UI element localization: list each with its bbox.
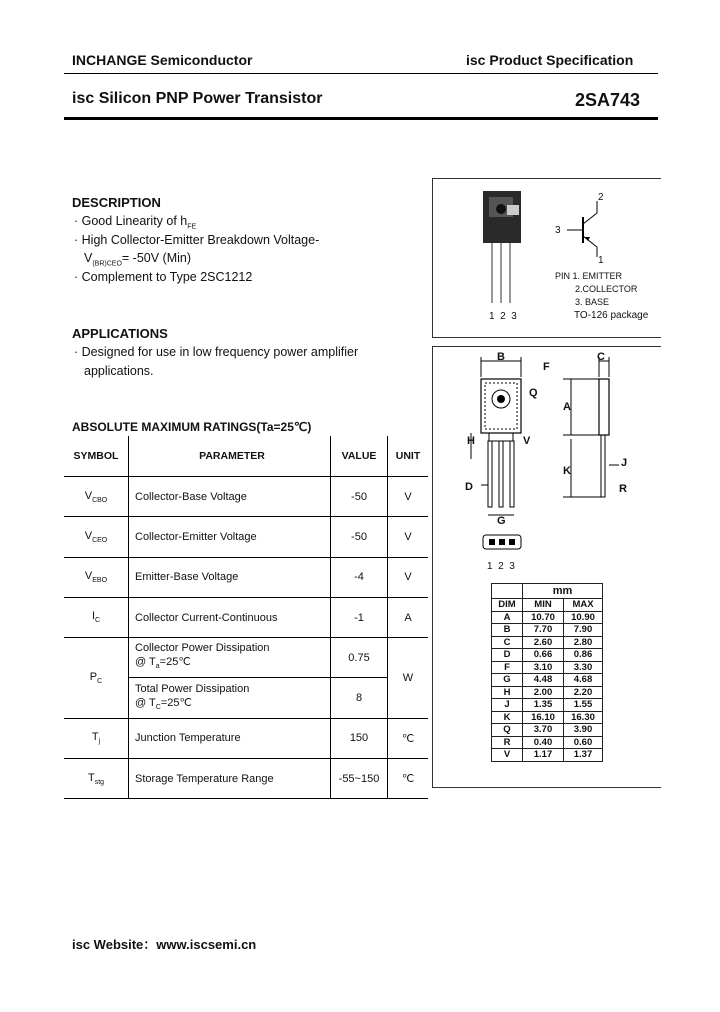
- dim-pin-numbers: 1 2 3: [487, 561, 515, 572]
- max-cell: 4.68: [564, 674, 603, 687]
- dim-table-row: [492, 661, 603, 674]
- table-row: [64, 477, 428, 517]
- table-row: [64, 597, 428, 637]
- parameter-cell: Collector Power Dissipation @ $T_a=25℃$: [129, 638, 331, 678]
- dim-table-row: [492, 686, 603, 699]
- min-cell: 0.66: [523, 649, 564, 662]
- symbol-cell: $V_{CBO}$: [64, 477, 129, 517]
- package-type-label: TO-126 package: [574, 310, 649, 321]
- col-symbol: SYMBOL: [64, 436, 129, 477]
- dim-table-row: [492, 736, 603, 749]
- parameter-cell: Collector Current-Continuous: [129, 597, 331, 637]
- symbol-cell: $V_{EBO}$: [64, 557, 129, 597]
- max-cell: 0.60: [564, 736, 603, 749]
- dim-table-row: [492, 699, 603, 712]
- dim-label-a: A: [563, 401, 571, 413]
- dim-table-row: [492, 724, 603, 737]
- parameter-cell: Collector-Base Voltage: [129, 477, 331, 517]
- description-bullet-3: $V_{(BR)CEO}= -50V$ (Min): [84, 251, 192, 268]
- dim-cell: D: [492, 649, 523, 662]
- unit-cell: V: [388, 517, 429, 557]
- symbol-pin-2: 2: [598, 192, 604, 203]
- dim-label-b: B: [497, 351, 505, 363]
- applications-bullet-2: applications.: [84, 364, 154, 378]
- table-header-row: [64, 436, 428, 477]
- max-cell: 10.90: [564, 611, 603, 624]
- table-row: [64, 638, 428, 678]
- dim-table-row: [492, 749, 603, 762]
- max-cell: 1.55: [564, 699, 603, 712]
- symbol-cell: $I_C$: [64, 597, 129, 637]
- min-cell: 10.70: [523, 611, 564, 624]
- dim-label-k: K: [563, 465, 571, 477]
- min-cell: 2.60: [523, 636, 564, 649]
- title-rule: [64, 117, 658, 120]
- min-cell: 7.70: [523, 624, 564, 637]
- dim-unit-header: mm: [523, 584, 603, 599]
- min-cell: 2.00: [523, 686, 564, 699]
- table-row: [64, 517, 428, 557]
- min-cell: 3.10: [523, 661, 564, 674]
- spec-label: isc Product Specification: [466, 52, 634, 68]
- min-col-header: MIN: [523, 599, 564, 612]
- unit-cell: ℃: [388, 718, 429, 758]
- dim-cell: R: [492, 736, 523, 749]
- dim-cell: G: [492, 674, 523, 687]
- symbol-pin-1: 1: [598, 255, 604, 266]
- dim-col-header: DIM: [492, 599, 523, 612]
- header-rule: [64, 73, 658, 74]
- dim-label-r: R: [619, 483, 627, 495]
- dim-cell: A: [492, 611, 523, 624]
- website-footer: isc Website：www.iscsemi.cn: [72, 937, 257, 952]
- description-bullet-2: · High Collector-Emitter Breakdown Voltage-: [74, 233, 320, 247]
- dim-label-f: F: [543, 361, 550, 373]
- unit-cell: ℃: [388, 759, 429, 799]
- symbol-pin-3: 3: [555, 225, 561, 236]
- unit-cell: W: [388, 638, 429, 719]
- min-cell: 0.40: [523, 736, 564, 749]
- dim-label-g: G: [497, 515, 506, 527]
- value-cell: -4: [331, 557, 388, 597]
- symbol-cell: $T_j$: [64, 718, 129, 758]
- ratings-table: [64, 436, 428, 786]
- description-heading: DESCRIPTION: [72, 195, 161, 210]
- description-bullet-4: · Complement to Type 2SC1212: [74, 270, 253, 284]
- description-bullet-1: · Good Linearity of $h_{FE}$: [74, 214, 197, 231]
- package-illustration-box: [432, 178, 661, 338]
- symbol-cell: $P_C$: [64, 638, 129, 719]
- unit-cell: V: [388, 557, 429, 597]
- min-cell: 1.35: [523, 699, 564, 712]
- col-parameter: PARAMETER: [129, 436, 331, 477]
- value-cell: -50: [331, 517, 388, 557]
- dim-cell: J: [492, 699, 523, 712]
- value-cell: -1: [331, 597, 388, 637]
- min-cell: 16.10: [523, 711, 564, 724]
- dim-table-corner: [492, 584, 523, 599]
- parameter-cell: Collector-Emitter Voltage: [129, 517, 331, 557]
- max-cell: 2.80: [564, 636, 603, 649]
- dim-label-v: V: [523, 435, 531, 447]
- parameter-cell: Junction Temperature: [129, 718, 331, 758]
- dim-cell: Q: [492, 724, 523, 737]
- dimension-table: [491, 583, 603, 762]
- dim-table-row: [492, 636, 603, 649]
- dim-label-j: J: [621, 457, 628, 469]
- applications-heading: APPLICATIONS: [72, 326, 168, 341]
- max-cell: 0.86: [564, 649, 603, 662]
- parameter-cell: Emitter-Base Voltage: [129, 557, 331, 597]
- dim-label-q: Q: [529, 387, 538, 399]
- dimensions-box: [432, 346, 661, 788]
- max-cell: 16.30: [564, 711, 603, 724]
- dim-label-h: H: [467, 435, 475, 447]
- parameter-cell: Storage Temperature Range: [129, 759, 331, 799]
- max-cell: 1.37: [564, 749, 603, 762]
- dim-cell: C: [492, 636, 523, 649]
- pin-3-label: 3. BASE: [575, 297, 610, 307]
- part-number: 2SA743: [575, 90, 641, 110]
- unit-cell: V: [388, 477, 429, 517]
- min-cell: 4.48: [523, 674, 564, 687]
- symbol-cell: $T_{stg}$: [64, 759, 129, 799]
- max-cell: 3.30: [564, 661, 603, 674]
- dim-label-c: C: [597, 351, 605, 363]
- unit-cell: A: [388, 597, 429, 637]
- table-row: [64, 759, 428, 799]
- pin-2-label: 2.COLLECTOR: [575, 284, 638, 294]
- dim-cell: V: [492, 749, 523, 762]
- table-row: [64, 718, 428, 758]
- value-cell: -50: [331, 477, 388, 517]
- value-cell: 8: [331, 678, 388, 718]
- pin-1-label: PIN 1. EMITTER: [555, 271, 623, 281]
- page-title: isc Silicon PNP Power Transistor: [72, 90, 323, 107]
- company-name: INCHANGE Semiconductor: [72, 52, 253, 68]
- dim-table-row: [492, 624, 603, 637]
- max-col-header: MAX: [564, 599, 603, 612]
- min-cell: 3.70: [523, 724, 564, 737]
- dim-label-d: D: [465, 481, 473, 493]
- dim-cell: B: [492, 624, 523, 637]
- dim-table-row: [492, 674, 603, 687]
- dim-table-row: [492, 649, 603, 662]
- ratings-heading: ABSOLUTE MAXIMUM RATINGS(Ta=25℃): [72, 420, 312, 434]
- value-cell: 0.75: [331, 638, 388, 678]
- parameter-cell: Total Power Dissipation @ $T_C=25℃$: [129, 678, 331, 718]
- dim-cell: K: [492, 711, 523, 724]
- col-value: VALUE: [331, 436, 388, 477]
- symbol-cell: $V_{CEO}$: [64, 517, 129, 557]
- dim-table-row: [492, 711, 603, 724]
- col-unit: UNIT: [388, 436, 429, 477]
- dim-cell: H: [492, 686, 523, 699]
- dim-table-row: [492, 611, 603, 624]
- applications-bullet-1: · Designed for use in low frequency power amplifier: [74, 345, 359, 359]
- value-cell: -55~150: [331, 759, 388, 799]
- max-cell: 2.20: [564, 686, 603, 699]
- value-cell: 150: [331, 718, 388, 758]
- dim-cell: F: [492, 661, 523, 674]
- table-row: [64, 557, 428, 597]
- package-pin-numbers: 1 2 3: [489, 311, 517, 322]
- max-cell: 7.90: [564, 624, 603, 637]
- min-cell: 1.17: [523, 749, 564, 762]
- max-cell: 3.90: [564, 724, 603, 737]
